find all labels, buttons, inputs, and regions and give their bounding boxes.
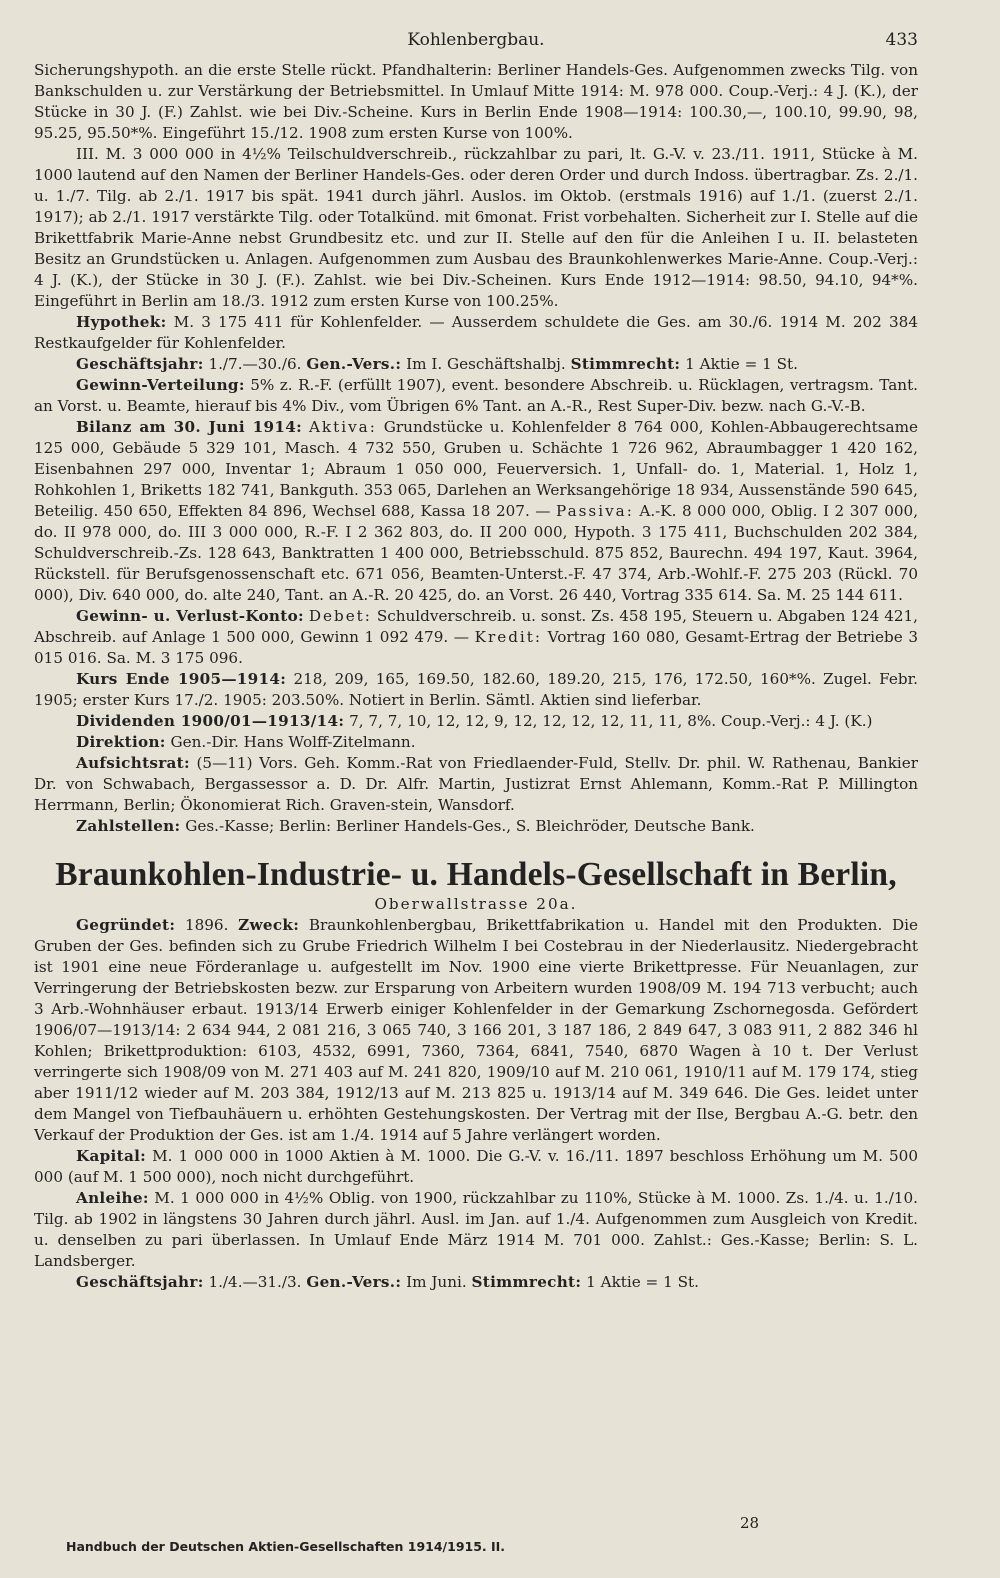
paragraph-hypothek: Hypothek: M. 3 175 411 für Kohlenfelder. — Ausserdem schuldete die Ges. am 30./6. 1914 M. 202 384 Restkaufgelder für Kohlenfelder.	[34, 313, 918, 352]
footer: Handbuch der Deutschen Aktien-Gesellschaften 1914/1915. II.	[66, 1539, 506, 1554]
signature-mark: 28	[740, 1514, 760, 1532]
paragraph-geschaeftsjahr-2: Geschäftsjahr: 1./4.—31./3. Gen.-Vers.: Im Juni. Stimmrecht: 1 Aktie = 1 St.	[76, 1273, 699, 1291]
running-header	[34, 30, 918, 60]
header-title: Kohlenbergbau.	[407, 30, 545, 50]
paragraph-anleihe-iii: III. M. 3 000 000 in 4½% Teilschuldverschreib., rückzahlbar zu pari, lt. G.-V. v. 23./11. 1911, Stücke à M. 1000 lautend auf den Namen der Berliner Handels-Ges. oder deren Order und durch Indoss. übertragbar. Zs. 2./1. u. 1./7. Tilg. ab 2./1. 1917 bis spät. 1941 durch jährl. Auslos. im Oktob. (erstmals 1916) auf 1./1. (zuerst 2./1. 1917); ab 2./1. 1917 verstärkte Tilg. oder Totalkünd. mit 6monat. Frist vorbehalten. Sicherheit zur I. Stelle auf die Brikettfabrik Marie-Anne nebst Grundbesitz etc. und zur II. Stelle auf den für die Anleihen I u. II. belasteten Besitz an Grundstücken u. Anlagen. Aufgenommen zum Ausbau des Braunkohlenwerkes Marie-Anne. Coup.-Verj.: 4 J. (K.), der Stücke in 30 J. (F.). Zahlst. wie bei Div.-Scheinen. Kurs Ende 1912—1914: 98.50, 94.10, 94*%. Eingeführt in Berlin am 18./3. 1912 zum ersten Kurse von 100.25%.	[34, 145, 918, 310]
paragraph-zahlstellen: Zahlstellen: Ges.-Kasse; Berlin: Berliner Handels-Ges., S. Bleichröder, Deutsche Bank.	[76, 817, 755, 835]
paragraph-geschaeftsjahr: Geschäftsjahr: 1./7.—30./6. Gen.-Vers.: Im I. Geschäftshalbj. Stimmrecht: 1 Aktie = 1 St.	[76, 355, 798, 373]
paragraph-bilanz: Bilanz am 30. Juni 1914: Aktiva: Grundstücke u. Kohlenfelder 8 764 000, Kohlen-Abbaugerechtsame 125 000, Gebäude 5 329 101, Masch. 4 732 550, Gruben u. Schächte 1 726 962, Abraumbagger 1 420 162, Eisenbahnen 297 000, Inventar 1; Abraum 1 050 000, Feuerversich. 1, Unfall- do. 1, Material. 1, Holz 1, Rohkohlen 1, Briketts 182 741, Bankguth. 353 065, Darlehen an Werksangehörige 18 934, Aussenstände 590 645, Beteilig. 450 650, Effekten 84 896, Wechsel 688, Kassa 18 207. — Passiva: A.-K. 8 000 000, Oblig. I 2 307 000, do. II 978 000, do. III 3 000 000, R.-F. I 2 362 803, do. II 200 000, Hypoth. 3 175 411, Buchschulden 202 384, Schuldverschreib.-Zs. 128 643, Banktratten 1 400 000, Betriebsschuld. 875 852, Baurechn. 494 197, Kaut. 3964, Rückstell. für Berufsgenossenschaft etc. 671 056, Beamten-Unterst.-F. 47 374, Arb.-Wohlf.-F. 275 203 (Rückl. 70 000), Div. 640 000, do. alte 240, Tant. an A.-R. 20 425, do. an Vorst. 26 440, Vortrag 335 614. Sa. M. 25 144 611.	[34, 418, 919, 604]
paragraph-kapital: Kapital: M. 1 000 000 in 1000 Aktien à M. 1000. Die G.-V. v. 16./11. 1897 beschloss Erhöhung um M. 500 000 (auf M. 1 500 000), noch nicht durchgeführt.	[34, 1147, 918, 1186]
paragraph-gegruendet: Gegründet: 1896. Zweck: Braunkohlenbergbau, Brikettfabrikation u. Handel mit den Produkten. Die Gruben der Ges. befinden sich zu Grube Friedrich Wilhelm I bei Costebrau in der Niederlausitz. Niedergebracht ist 1901 eine neue Förderanlage u. aufgestellt im Nov. 1900 eine vierte Brikettpresse. Für Neuanlagen, zur Verringerung der Betriebskosten bezw. zur Ersparung von Arbeitern wurden 1908/09 M. 194 713 verbucht; auch 3 Arb.-Wohnhäuser erbaut. 1913/14 Erwerb einiger Kohlenfelder in der Gemarkung Zschornegosda. Gefördert 1906/07—1913/14: 2 634 944, 2 081 216, 3 065 740, 3 166 201, 3 187 186, 2 849 647, 3 083 911, 2 882 346 hl Kohlen; Brikettproduktion: 6103, 4532, 6991, 7360, 7364, 6841, 7540, 6870 Wagen à 10 t. Der Verlust verringerte sich 1908/09 von M. 271 403 auf M. 241 820, 1909/10 auf M. 210 061, 1910/11 auf M. 179 174, stieg aber 1911/12 wieder auf M. 203 384, 1912/13 auf M. 213 825 u. 1913/14 auf M. 349 646. Die Ges. leidet unter dem Mangel von Tiefbauhäuern u. erhöhten Gestehungskosten. Der Vertrag mit der Ilse, Bergbau A.-G. betr. den Verkauf der Produktion der Ges. ist am 1./4. 1914 auf 5 Jahre verlängert worden.	[34, 916, 918, 1144]
company-address: Oberwallstrasse 20a.	[374, 895, 578, 913]
paragraph-gewinn-verteilung: Gewinn-Verteilung: 5% z. R.-F. (erfüllt 1907), event. besondere Abschreib. u. Rücklagen, vertragsm. Tant. an Vorst. u. Beamte, hierauf bis 4% Div., vom Übrigen 6% Tant. an A.-R., Rest Super-Div. bezw. nach G.-V.-B.	[34, 376, 918, 415]
paragraph-kurs: Kurs Ende 1905—1914: 218, 209, 165, 169.50, 182.60, 189.20, 215, 176, 172.50, 160*%. Zugel. Febr. 1905; erster Kurs 17./2. 1905: 203.50%. Notiert in Berlin. Sämtl. Aktien sind lieferbar.	[34, 670, 918, 709]
paragraph-anleihe: Anleihe: M. 1 000 000 in 4½% Oblig. von 1900, rückzahlbar zu 110%, Stücke à M. 1000. Zs. 1./4. u. 1./10. Tilg. ab 1902 in längstens 30 Jahren durch jährl. Ausl. im Jan. auf 1./4. Aufgenommen zum Ausgleich von Kredit. u. denselben zu pari überlassen. In Umlauf Ende März 1914 M. 701 000. Zahlst.: Ges.-Kasse; Berlin: S. L. Landsberger.	[34, 1189, 918, 1270]
label-hypothek: Hypothek:	[76, 313, 167, 331]
paragraph-gewinn-verlust: Gewinn- u. Verlust-Konto: Debet: Schuldverschreib. u. sonst. Zs. 458 195, Steuern u. Abgaben 124 421, Abschreib. auf Anlage 1 500 000, Gewinn 1 092 479. — Kredit: Vortrag 160 080, Gesamt-Ertrag der Betriebe 3 015 016. Sa. M. 3 175 096.	[34, 607, 919, 667]
paragraph-dividenden: Dividenden 1900/01—1913/14: 7, 7, 7, 10, 12, 12, 9, 12, 12, 12, 12, 11, 11, 8%. Coup.-Verj.: 4 J. (K.)	[76, 712, 873, 730]
company-heading: Braunkohlen-Industrie- u. Handels-Gesellschaft in Berlin,	[55, 856, 897, 893]
page-number: 433	[885, 30, 918, 50]
text-column	[34, 60, 918, 1293]
paragraph-direktion: Direktion: Gen.-Dir. Hans Wolff-Zitelmann.	[76, 733, 416, 751]
paragraph-sicherung: Sicherungshypoth. an die erste Stelle rückt. Pfandhalterin: Berliner Handels-Ges. Aufgenommen zwecks Tilg. von Bankschulden u. zur Verstärkung der Betriebsmittel. In Umlauf Mitte 1914: M. 978 000. Coup.-Verj.: 4 J. (K.), der Stücke in 30 J. (F.) Zahlst. wie bei Div.-Scheine. Kurs in Berlin Ende 1908—1914: 100.30,—, 100.10, 99.90, 98, 95.25, 95.50*%. Eingeführt 15./12. 1908 zum ersten Kurse von 100%.	[34, 61, 918, 142]
paragraph-aufsichtsrat: Aufsichtsrat: (5—11) Vors. Geh. Komm.-Rat von Friedlaender-Fuld, Stellv. Dr. phil. W. Rathenau, Bankier Dr. von Schwabach, Bergassessor a. D. Dr. Alfr. Martin, Justizrat Ernst Ahlemann, Komm.-Rat P. Millington Herrmann, Berlin; Ökonomierat Rich. Graven-stein, Wansdorf.	[34, 754, 918, 814]
